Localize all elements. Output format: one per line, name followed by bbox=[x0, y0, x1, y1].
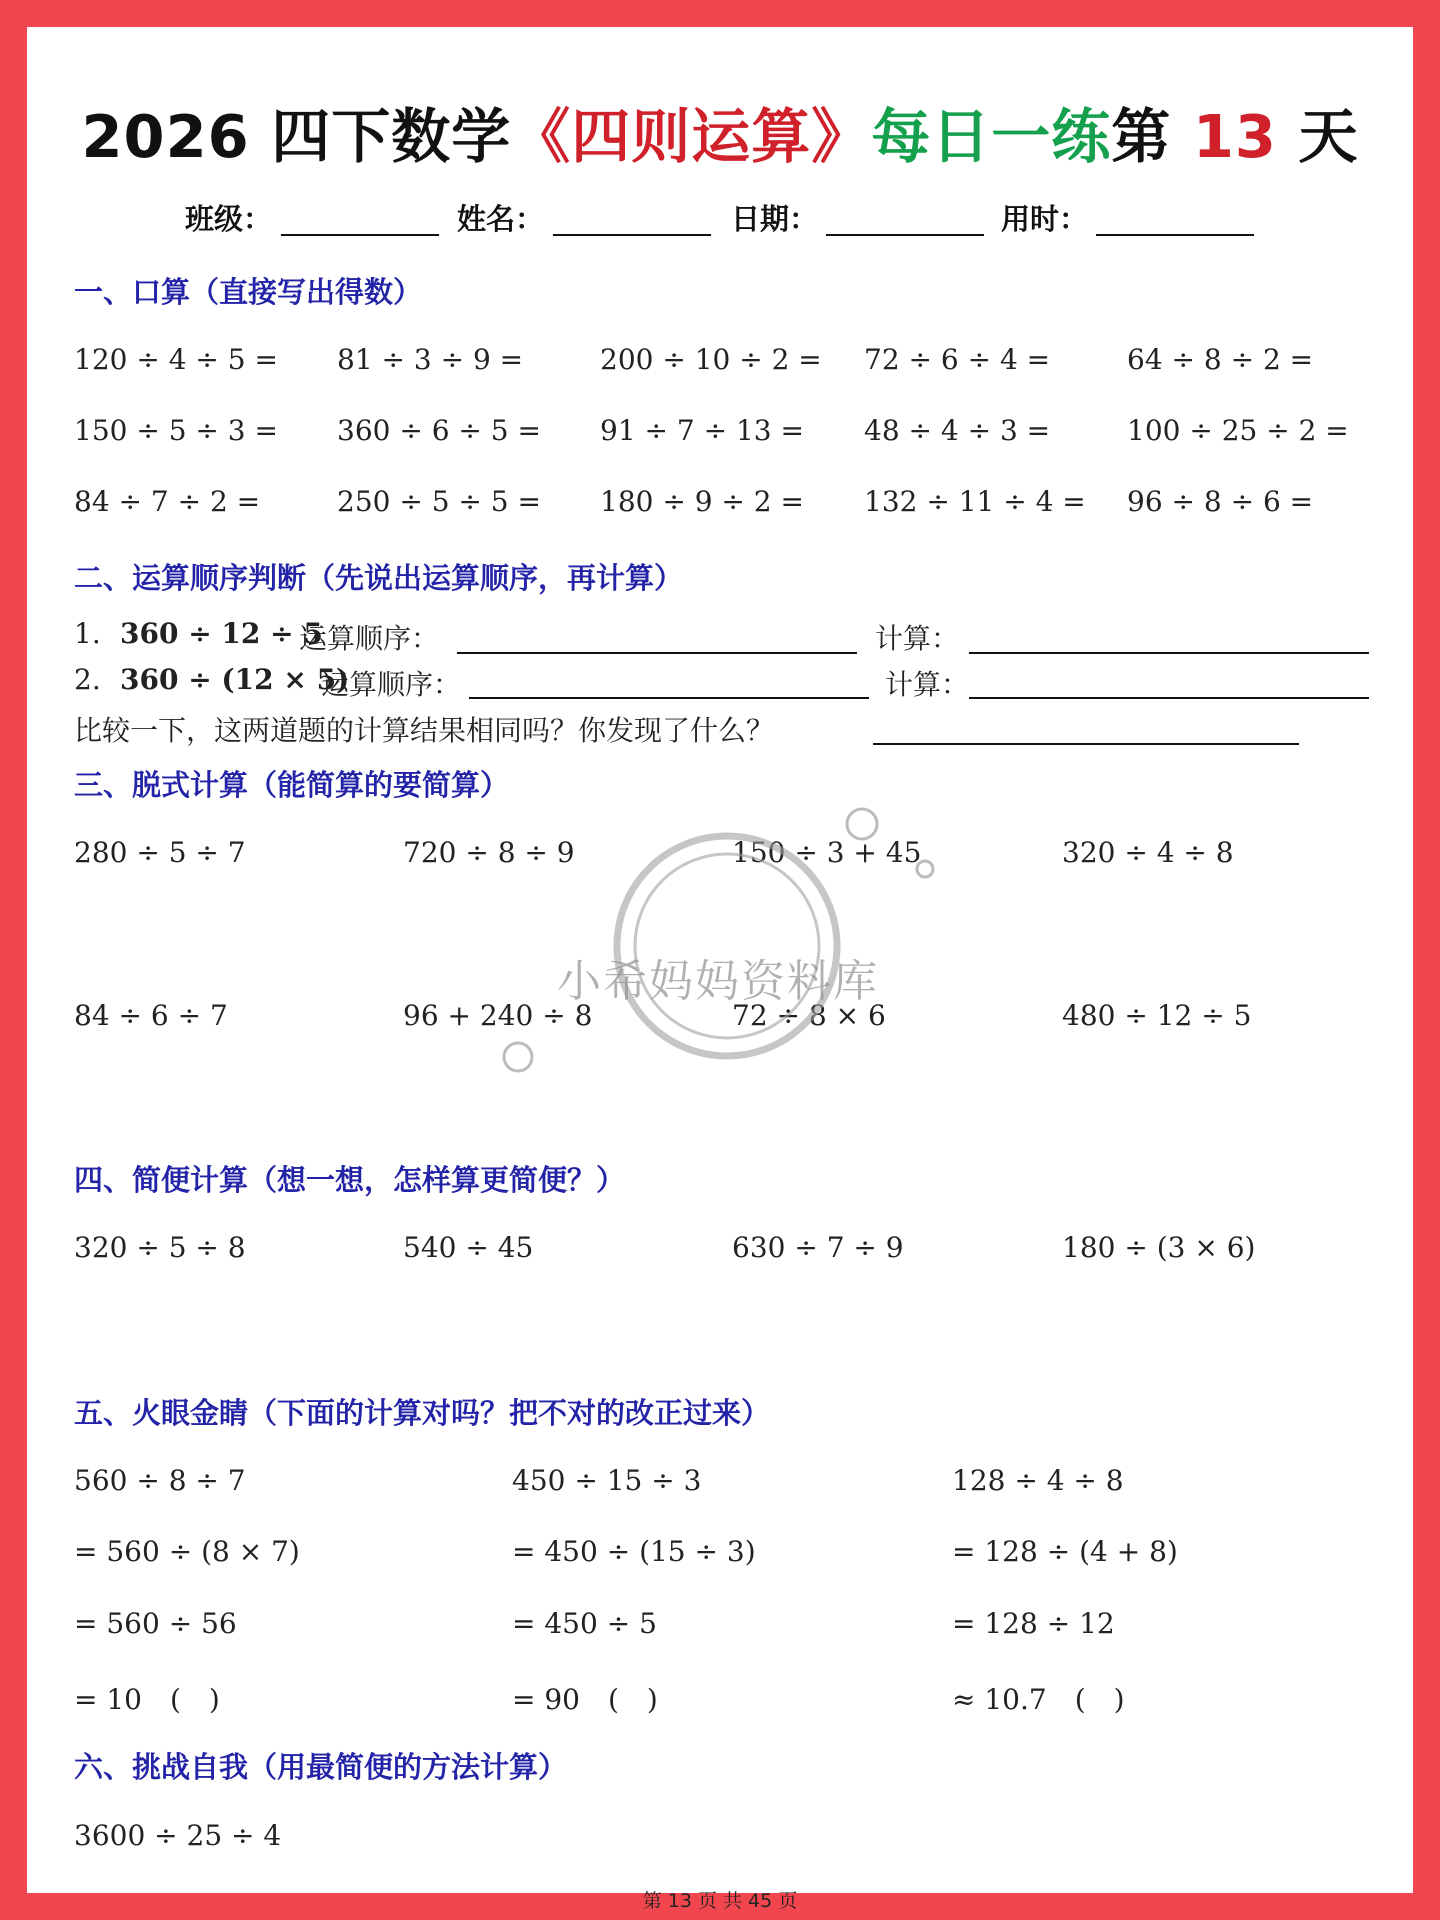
compare-question: 比较一下，这两道题的计算结果相同吗？你发现了什么？ bbox=[74, 714, 775, 747]
challenge-problem: 3600 ÷ 25 ÷ 4 bbox=[74, 1819, 282, 1852]
oral-problem: 81 ÷ 3 ÷ 9 = bbox=[337, 343, 524, 376]
title-day-suffix: 天 bbox=[1276, 102, 1359, 171]
check-step: 450 ÷ 15 ÷ 3 bbox=[512, 1464, 702, 1497]
oral-problem: 250 ÷ 5 ÷ 5 = bbox=[337, 485, 541, 518]
step-problem: 480 ÷ 12 ÷ 5 bbox=[1062, 999, 1252, 1032]
oral-problem: 100 ÷ 25 ÷ 2 = bbox=[1127, 414, 1349, 447]
oral-problem: 72 ÷ 6 ÷ 4 = bbox=[864, 343, 1051, 376]
simplify-problem: 540 ÷ 45 bbox=[403, 1231, 534, 1264]
oral-problem: 180 ÷ 9 ÷ 2 = bbox=[600, 485, 804, 518]
section-2-heading: 二、运算顺序判断（先说出运算顺序，再计算） bbox=[74, 561, 684, 595]
oral-problem: 48 ÷ 4 ÷ 3 = bbox=[864, 414, 1051, 447]
title-grade: 2026 四下数学 bbox=[81, 102, 512, 171]
section-1-heading: 一、口算（直接写出得数） bbox=[74, 275, 423, 309]
oral-problem: 150 ÷ 5 ÷ 3 = bbox=[74, 414, 278, 447]
worksheet-page bbox=[27, 27, 1413, 1912]
calc-answer-line[interactable] bbox=[969, 652, 1369, 654]
step-problem: 150 ÷ 3 + 45 bbox=[732, 836, 922, 869]
simplify-problem: 320 ÷ 5 ÷ 8 bbox=[74, 1231, 246, 1264]
oral-problem: 360 ÷ 6 ÷ 5 = bbox=[337, 414, 541, 447]
calc-label: 计算： bbox=[875, 622, 960, 655]
title-topic: 《四则运算》 bbox=[511, 102, 872, 171]
time-label: 用时： bbox=[1001, 202, 1089, 236]
step-problem: 96 + 240 ÷ 8 bbox=[403, 999, 593, 1032]
step-problem: 720 ÷ 8 ÷ 9 bbox=[403, 836, 575, 869]
title-daily: 每日一练 bbox=[871, 102, 1112, 171]
check-step: = 560 ÷ 56 bbox=[74, 1607, 237, 1640]
section-3-heading: 三、脱式计算（能简算的要简算） bbox=[74, 768, 510, 802]
check-step: = 450 ÷ (15 ÷ 3) bbox=[512, 1535, 756, 1568]
step-problem: 320 ÷ 4 ÷ 8 bbox=[1062, 836, 1234, 869]
class-field[interactable] bbox=[281, 234, 439, 236]
order-label: 运算顺序： bbox=[321, 668, 462, 701]
date-label: 日期： bbox=[731, 202, 819, 236]
question-expression: 360 ÷ 12 ÷ 5 bbox=[120, 617, 323, 650]
name-label: 姓名： bbox=[457, 202, 545, 236]
check-step: = 128 ÷ 12 bbox=[952, 1607, 1115, 1640]
check-step: = 128 ÷ (4 + 8) bbox=[952, 1535, 1178, 1568]
watermark-text: 小希妈妈资料库 bbox=[557, 956, 879, 1007]
date-field[interactable] bbox=[826, 234, 984, 236]
section-4-heading: 四、简便计算（想一想，怎样算更简便？） bbox=[74, 1163, 626, 1197]
order-answer-line[interactable] bbox=[469, 697, 869, 699]
page-footer: 第 13 页 共 45 页 bbox=[642, 1890, 798, 1912]
compare-answer-line[interactable] bbox=[873, 743, 1299, 745]
step-problem: 84 ÷ 6 ÷ 7 bbox=[74, 999, 228, 1032]
oral-problem: 96 ÷ 8 ÷ 6 = bbox=[1127, 485, 1314, 518]
check-result: = 90 ( ) bbox=[512, 1683, 658, 1716]
order-label: 运算顺序： bbox=[299, 622, 440, 655]
check-step: = 560 ÷ (8 × 7) bbox=[74, 1535, 300, 1568]
check-step: 128 ÷ 4 ÷ 8 bbox=[952, 1464, 1124, 1497]
step-problem: 72 ÷ 8 × 6 bbox=[732, 999, 886, 1032]
check-result: = 10 ( ) bbox=[74, 1683, 220, 1716]
calc-label: 计算： bbox=[885, 668, 970, 701]
simplify-problem: 180 ÷ (3 × 6) bbox=[1062, 1231, 1256, 1264]
check-step: = 450 ÷ 5 bbox=[512, 1607, 657, 1640]
oral-problem: 64 ÷ 8 ÷ 2 = bbox=[1127, 343, 1314, 376]
section-6-heading: 六、挑战自我（用最简便的方法计算） bbox=[74, 1750, 568, 1784]
oral-problem: 91 ÷ 7 ÷ 13 = bbox=[600, 414, 804, 447]
oral-problem: 132 ÷ 11 ÷ 4 = bbox=[864, 485, 1086, 518]
oral-problem: 84 ÷ 7 ÷ 2 = bbox=[74, 485, 261, 518]
question-number: 1. bbox=[74, 617, 101, 650]
title-day-number: 13 bbox=[1192, 102, 1277, 171]
time-field[interactable] bbox=[1096, 234, 1254, 236]
name-field[interactable] bbox=[553, 234, 711, 236]
page-title bbox=[27, 89, 1413, 174]
oral-problem: 200 ÷ 10 ÷ 2 = bbox=[600, 343, 822, 376]
question-expression: 360 ÷ (12 × 5) bbox=[120, 663, 350, 696]
question-number: 2. bbox=[74, 663, 101, 696]
simplify-problem: 630 ÷ 7 ÷ 9 bbox=[732, 1231, 904, 1264]
title-day-prefix: 第 bbox=[1111, 102, 1193, 171]
step-problem: 280 ÷ 5 ÷ 7 bbox=[74, 836, 246, 869]
order-answer-line[interactable] bbox=[457, 652, 857, 654]
section-5-heading: 五、火眼金睛（下面的计算对吗？把不对的改正过来） bbox=[74, 1396, 771, 1430]
calc-answer-line[interactable] bbox=[969, 697, 1369, 699]
check-step: 560 ÷ 8 ÷ 7 bbox=[74, 1464, 246, 1497]
class-label: 班级： bbox=[185, 202, 273, 236]
oral-problem: 120 ÷ 4 ÷ 5 = bbox=[74, 343, 278, 376]
check-result: ≈ 10.7 ( ) bbox=[952, 1683, 1125, 1716]
